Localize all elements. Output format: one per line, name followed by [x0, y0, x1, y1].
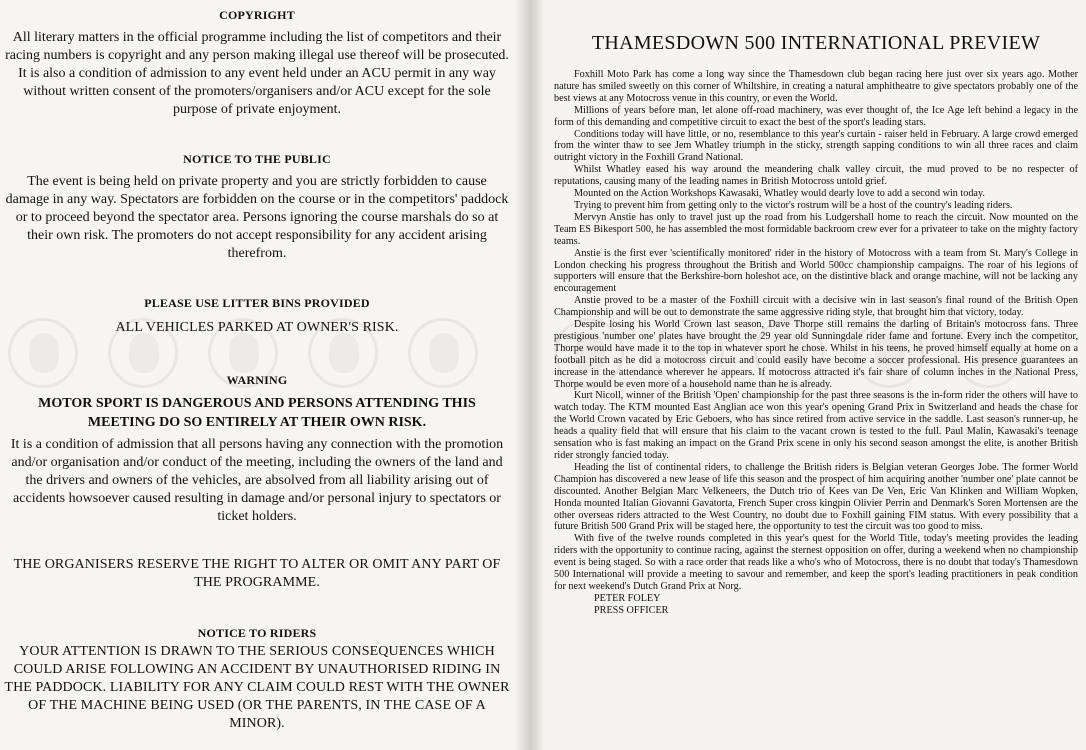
notice-public-text: The event is being held on private property and you are strictly forbidden to cause damage in any way. Spectators are forbidden on the course or in the competitors' paddock or to proceed beyond the spectator area. Persons ignoring the course marshals do so at their own risk. The promoters do not accept responsibility for any accident arising therefrom.: [5, 174, 509, 261]
litter-heading: PLEASE USE LITTER BINS PROVIDED: [144, 296, 370, 310]
article-paragraph: Conditions today will have little, or no, resemblance to this year's curtain - raiser held in February. A large crowd emerged from the winter thaw to see Jem Whatley triumph in the sticky, strength sapping conditions to win all three races and claim outright victory in the Foxhill Grand National.: [554, 128, 1078, 164]
article-paragraph: Anstie is the first ever 'scientifically monitored' rider in the history of Motocross with a team from St. Mary's College in London checking his progress throughout the British and World 500cc championship campaigns. The roar of his legions of supporters will ensure that the Berkshire-born holeshot ace, on the distintive black and orange machine, will not be lacking any encouragement: [554, 247, 1078, 295]
article-paragraph: Trying to prevent him from getting only to the victor's rostrum will be a host of the country's leading riders.: [574, 199, 1013, 211]
page-gutter: [514, 0, 544, 750]
warning-subheading: MOTOR SPORT IS DANGEROUS AND PERSONS ATTENDING THIS MEETING DO SO ENTIRELY AT THEIR OWN RISK.: [38, 396, 476, 430]
article-body: [554, 69, 1078, 617]
article-paragraph: Mervyn Anstie has only to travel just up the road from his Ludgershall home to reach the circuit. Now mounted on the Team ES Bikesport 500, he has assembled the most formidable backroom crew ever for a privateer to take on the mighty factory teams.: [554, 211, 1078, 247]
article-paragraph: Mounted on the Action Workshops Kawasaki, Whatley would dearly love to add a second win today.: [574, 188, 985, 200]
article-paragraph: Foxhill Moto Park has come a long way since the Thamesdown club began racing here just over six years ago. Mother nature has smiled sweetly on this corner of Whiltshire, in creating a natural amphitheatre to give spectators probably one of the best views at any Motocross venue in this country, or even the World.: [554, 69, 1078, 104]
signoff-role: PRESS OFFICER: [594, 604, 669, 616]
copyright-text: All literary matters in the official programme including the list of competitors and their racing numbers is copyright and any person making illegal use thereof will be prosecuted. It is also a condition of admission to any event held under an ACU permit in any way without written consent of the promoters/organisers and/or ACU except for the sole purpose of private enjoyment.: [5, 30, 509, 117]
litter-section: [4, 296, 510, 337]
article-paragraph: Despite losing his World Crown last season, Dave Thorpe still remains the darling of Britain's motocross fans. Three prestigious 'number one' plates have brought the 29 year old Sunningdale rider fame and fortune. Every inch the competitor, Thorpe would have made it to the top in whatever sport he chose. Whilst in his teens, he proved himself equally at home on a football pitch as he did a motocross circuit and could easily have become a soccer professional. His presence guarantees an increase in the attendance wherever he appears. If motocross attracted it's fair share of column inches in the National Press, Thorpe would be even more of a household name than he is already.: [554, 319, 1078, 390]
copyright-heading: COPYRIGHT: [219, 8, 295, 22]
article-paragraph: With five of the twelve rounds completed in this year's quest for the World Title, today's meeting provides the leading riders with the opportunity to continue racing, against the sternest opposition on offer, during a weekend when no championship event is being staged. So with a race order that reads like a who's who of Motocross, there is no doubt that today's Thamesdown 500 International will provide a meeting to savour and remember, and keep the sport's leading practitioners in peak condition for next weekend's Dutch Grand Prix at Norg.: [554, 533, 1078, 592]
organisers-text: THE ORGANISERS RESERVE THE RIGHT TO ALTER OR OMIT ANY PART OF THE PROGRAMME.: [13, 557, 501, 590]
article-paragraph: Heading the list of continental riders, to challenge the British riders is Belgian veteran Georges Jobe. The former World Champion has discovered a new lease of life this season and the prospect of him acquiring another 'number one' plate cannot be discounted. Another Belgian Marc Velkeneers, the Dutch trio of Kees van De Ven, Eric Van Klinken and William Wopken, Honda mounted Italian Giovanni Gavatorta, French Super cross kingpin Olivier Perrin and Denmark's Soren Mortensen are the other overseas riders attracted to the West Country, no doubt due to Foxhill gaining FIM status. With every possibility that a future British 500 Grand Prix will be staged here, the opportunity to test the circuit was too good to miss.: [554, 461, 1078, 533]
copyright-section: [4, 8, 510, 119]
organisers-section: [4, 556, 510, 592]
signoff-name: PETER FOLEY: [594, 592, 661, 604]
article-paragraph: Anstie proved to be a master of the Foxhill circuit with a decisive win in last season's final round of the British Open Championship and will be out to demonstrate the same aggressive riding style, that brought him that victory, today.: [554, 295, 1078, 319]
notice-riders-heading: NOTICE TO RIDERS: [197, 626, 317, 640]
left-page: [0, 0, 514, 750]
warning-heading: WARNING: [226, 373, 288, 387]
article-title: THAMESDOWN 500 INTERNATIONAL PREVIEW: [591, 32, 1041, 54]
warning-text: It is a condition of admission that all persons having any connection with the promotion and/or organisation and/or conduct of the meeting, including the owners of the land and the drivers and owners of the vehicles, are absolved from all liability arising out of accidents howsoever caused resulting in damage and/or personal injury to spectators or ticket holders.: [10, 437, 504, 524]
warning-section: [4, 373, 510, 526]
notice-riders-section: [4, 626, 510, 733]
article-paragraph: Kurt Nicoll, winner of the British 'Open' championship for the past three seasons is the in-form rider the others will have to watch today. The KTM mounted East Anglian ace won this year's opening Grand Prix in Switzerland and heads the chase for the World Crown vacated by Eric Geboers, who has since retired from active service in the saddle. Last season's runner-up, he heads a quality field that will ensure that his claim to the vacant crown is tested to the full. Paul Malin, Kawasaki's teenage sensation who is fast making an impact on the Grand Prix scene in only his second season amongst the elite, is another British rider strongly fancied today.: [554, 390, 1078, 461]
notice-public-section: [4, 152, 510, 263]
article-paragraph: Millions of years before man, let alone off-road machinery, was ever thought of, the Ice Age left behind a legacy in the form of this demanding and competitive circuit to exact the best of the sport's leading stars.: [554, 104, 1078, 128]
notice-public-heading: NOTICE TO THE PUBLIC: [183, 152, 331, 166]
vehicles-risk-text: ALL VEHICLES PARKED AT OWNER'S RISK.: [115, 320, 399, 335]
article-paragraph: Whilst Whatley eased his way around the meandering chalk valley circuit, the mud proved to be no respecter of reputations, causing many of the leading names in British Motocross untold grief.: [554, 164, 1078, 188]
right-page: [544, 0, 1086, 750]
notice-riders-text: YOUR ATTENTION IS DRAWN TO THE SERIOUS CONSEQUENCES WHICH COULD ARISE FOLLOWING AN ACCIDENT BY UNAUTHORISED RIDING IN THE PADDOCK. LIABILITY FOR ANY CLAIM COULD REST WITH THE OWNER OF THE MACHINE BEING USED (OR THE PARENTS, IN THE CASE OF A MINOR).: [4, 644, 510, 731]
